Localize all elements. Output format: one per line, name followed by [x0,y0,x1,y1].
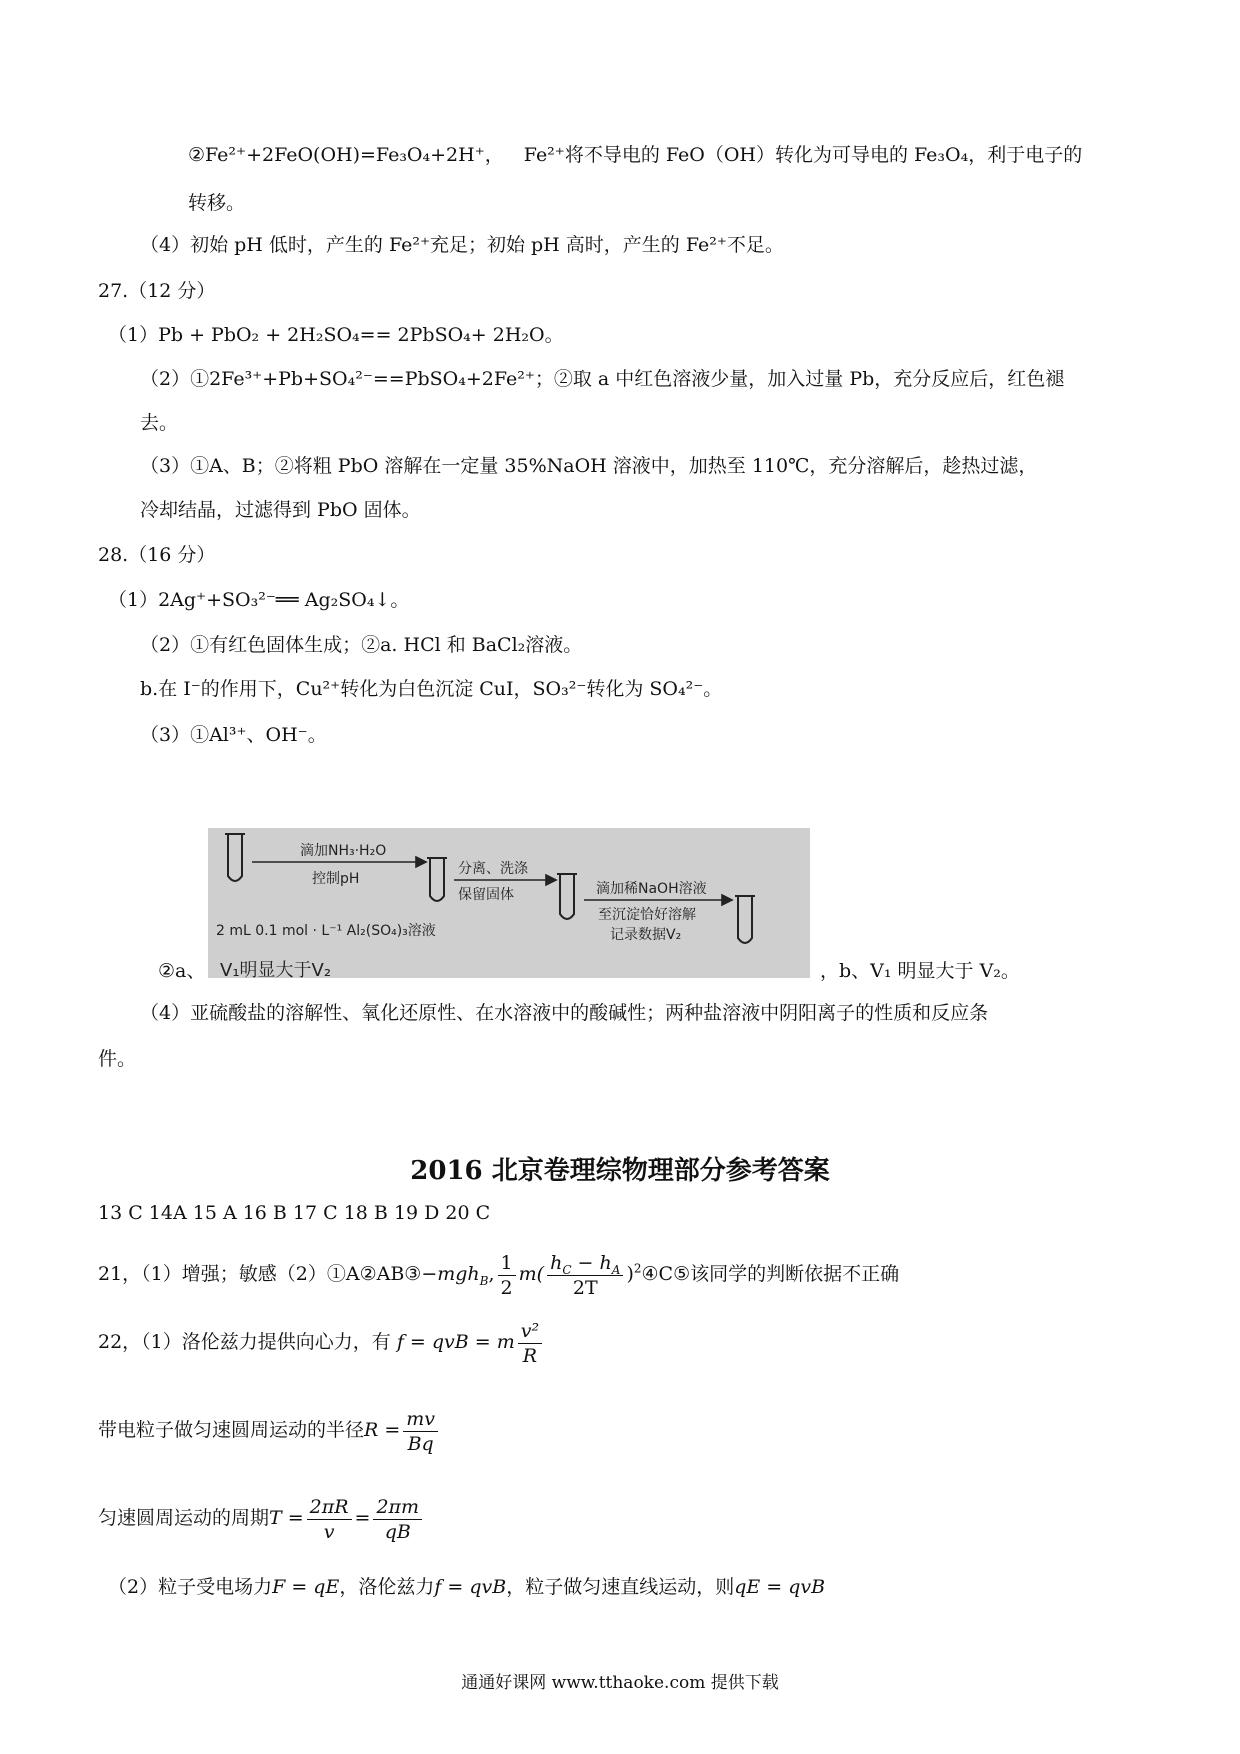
q28-2: （2）①有红色固体生成；②a. HCl 和 BaCl₂溶液。 [140,634,583,656]
q21-frac-num: $h_C - h_A$ [547,1251,623,1276]
q21-half-den: 2 [500,1276,513,1299]
period-eq2: = [354,1507,371,1529]
radius-eq: R = [364,1419,401,1441]
radius-text: 带电粒子做匀速圆周运动的半径 [98,1419,365,1441]
q28-heading: 28.（16 分） [98,544,216,566]
period-eq: T = [269,1507,304,1529]
test-tube-3-icon [557,874,577,919]
q22-2-c: ，粒子做匀速直线运动，则 [506,1576,735,1598]
period-fraction-1 [307,1495,352,1544]
period-num1: 2πR [307,1495,352,1520]
q22-2-f3: qE = qvB [734,1576,826,1598]
flow-step1-label: 滴加NH₃·H₂O [300,843,387,859]
radius-den: Bq [407,1432,434,1455]
q22-2-b: ，洛伦兹力 [339,1576,435,1598]
q22-1-den: R [522,1344,538,1367]
q22-1-line [98,1312,545,1372]
choice-answers: 13 C 14A 15 A 16 B 17 C 18 B 19 D 20 C [98,1202,491,1224]
period-num2: 2πm [373,1495,422,1520]
q21-mgh-sub: B [479,1273,489,1288]
q21-square: 2 [633,1261,642,1276]
q28-2b: b.在 I⁻的作用下，Cu²⁺转化为白色沉淀 CuI，SO₃²⁻转化为 SO₄²⁻。 [140,678,723,700]
q28-3-2b: ，b、V₁ 明显大于 V₂。 [820,960,1020,982]
q21-suffix: ④C⑤该同学的判断依据不正确 [641,1263,900,1285]
q21-half-num: 1 [498,1251,516,1276]
q27-2: （2）①2Fe³⁺+Pb+SO₄²⁻==PbSO₄+2Fe²⁺；②取 a 中红色溶液少量，加入过量 Pb，充分反应后，红色褪 [140,368,1065,390]
flow-step3b-label: 至沉淀恰好溶解 [598,907,696,923]
radius-fraction [403,1407,438,1456]
q27-3-cont: 冷却结晶，过滤得到 PbO 固体。 [140,499,421,521]
period-den2: qB [384,1520,411,1543]
period-line [98,1488,425,1548]
q21-h-fraction [547,1251,623,1300]
q26-3-2-line [188,142,1082,168]
radius-num: mv [403,1407,438,1432]
q21-line: 21，（1）增强；敏感（2）①A②AB③−mgh$_B$, $\frac{1}{2}$ m( $\frac{h_C - h_A}{2T}$ )$^2$④C⑤该同学的判断依据不正确 [98,1251,900,1299]
period-den1: v [323,1520,335,1543]
q27-3: （3）①A、B；②将粗 PbO 溶解在一定量 35%NaOH 溶液中，加热至 110℃，充分溶解后，趁热过滤， [140,455,1038,477]
q21-tail: ) [626,1263,634,1285]
radius-line [98,1400,441,1460]
q21-m: m( [518,1263,545,1285]
q22-1-num: v² [518,1319,542,1344]
period-fraction-2 [373,1495,422,1544]
q28-4-cont: 件。 [98,1048,137,1070]
q22-1-prefix: 22，（1）洛伦兹力提供向心力，有 [98,1331,391,1353]
flow-reagent-label: 2 mL 0.1 mol · L⁻¹ Al₂(SO₄)₃溶液 [216,923,436,939]
test-tube-1-icon [225,834,245,881]
flow-step3c-label: 记录数据V₂ [610,927,682,943]
q26-4: （4）初始 pH 低时，产生的 Fe²⁺充足；初始 pH 高时，产生的 Fe²⁺不足。 [140,234,784,256]
q22-2-a: （2）粒子受电场力 [108,1576,273,1598]
test-tube-2-icon [427,858,447,901]
q26-3-2-eq: ②Fe²⁺+2FeO(OH)=Fe₃O₄+2H⁺， [188,144,504,166]
page-footer: 通通好课网 www.tthaoke.com 提供下载 [461,1673,779,1693]
q28-4: （4）亚硫酸盐的溶解性、氧化还原性、在水溶液中的酸碱性；两种盐溶液中阴阳离子的性质和反应条 [140,1002,989,1024]
q27-1: （1）Pb + PbO₂ + 2H₂SO₄== 2PbSO₄+ 2H₂O。 [108,324,564,346]
q21-frac-den: 2T [572,1276,598,1299]
q27-2-cont: 去。 [140,412,179,434]
q21-prefix: 21，（1）增强；敏感（2）①A②AB③ [98,1263,422,1285]
flow-step1b-label: 控制pH [312,871,360,887]
q22-2-line [108,1574,825,1600]
q28-3: （3）①Al³⁺、OH⁻。 [140,724,327,746]
q28-3-2a: ②a、 [158,960,206,982]
physics-section-title: 2016 北京卷理综物理部分参考答案 [410,1156,830,1186]
q21-mgh: −mgh [421,1263,480,1285]
q28-1: （1）2Ag⁺+SO₃²⁻══ Ag₂SO₄↓。 [108,589,410,611]
q22-1-fraction [518,1319,542,1368]
flow-step2b-label: 保留固体 [458,887,514,903]
test-tube-4-icon [735,896,755,943]
q26-3-2-text: Fe²⁺将不导电的 FeO（OH）转化为可导电的 Fe₃O₄，利于电子的 [523,144,1083,166]
flow-step2-label: 分离、洗涤 [458,861,528,877]
q22-1-eq: f = qvB = m [396,1331,515,1353]
q21-half-fraction [498,1251,516,1300]
q22-2-f1: F = qE [272,1576,340,1598]
q27-heading: 27.（12 分） [98,280,216,302]
experiment-flowchart-figure [208,828,810,978]
q22-2-f2: f = qvB [434,1576,507,1598]
period-text: 匀速圆周运动的周期 [98,1507,270,1529]
q26-3-2-cont: 转移。 [188,192,246,214]
flow-step3-label: 滴加稀NaOH溶液 [596,881,707,897]
flow-partial-text: V₁明显大于V₂ [220,960,332,978]
